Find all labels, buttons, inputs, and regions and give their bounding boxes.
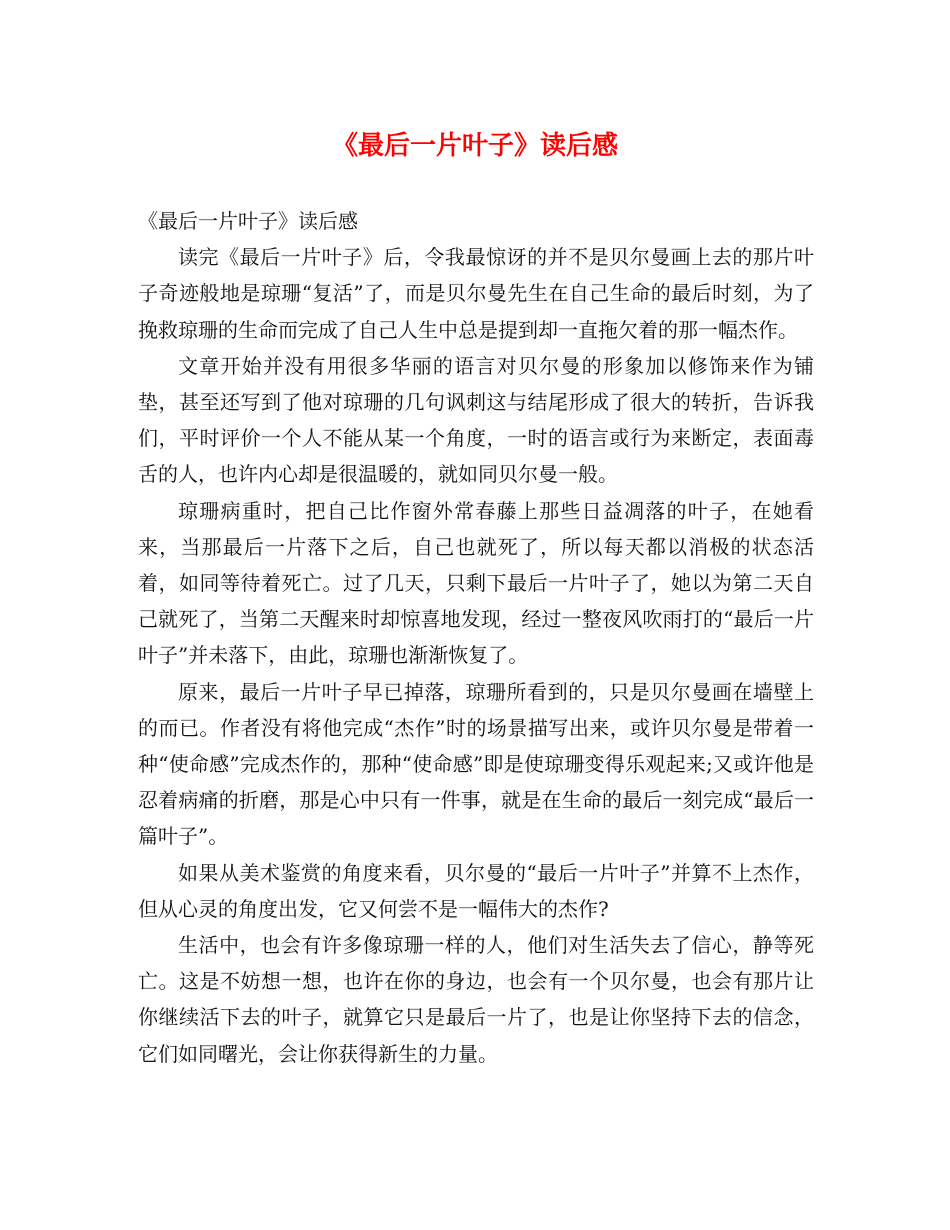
body-paragraph: 如果从美术鉴赏的角度来看，贝尔曼的“最后一片叶子”并算不上杰作，但从心灵的角度出发，它又何尝不是一幅伟大的杰作? [138, 860, 814, 921]
subtitle-paragraph: 《最后一片叶子》读后感 [138, 209, 358, 233]
body-paragraph: 生活中，也会有许多像琼珊一样的人，他们对生活失去了信心，静等死亡。这是不妨想一想，也许在你的身边，也会有一个贝尔曼，也会有那片让你继续活下去的叶子，就算它只是最后一片了，也是让你坚持下去的信念，它们如同曙光，会让你获得新生的力量。 [138, 933, 814, 1066]
document-body [138, 203, 814, 1072]
body-paragraph: 文章开始并没有用很多华丽的语言对贝尔曼的形象加以修饰来作为铺垫，甚至还写到了他对琼珊的几句讽刺这与结尾形成了很大的转折，告诉我们，平时评价一个人不能从某一个角度，一时的语言或行为来断定，表面毒舌的人，也许内心却是很温暖的，就如同贝尔曼一般。 [138, 353, 814, 487]
body-paragraph: 原来，最后一片叶子早已掉落，琼珊所看到的，只是贝尔曼画在墙壁上的而已。作者没有将他完成“杰作”时的场景描写出来，或许贝尔曼是带着一种“使命感”完成杰作的，那种“使命感”即是使琼珊变得乐观起来;又或许他是忍着病痛的折磨，那是心中只有一件事，就是在生命的最后一刻完成“最后一篇叶子”。 [138, 679, 814, 849]
body-paragraph: 琼珊病重时，把自己比作窗外常春藤上那些日益凋落的叶子，在她看来，当那最后一片落下之后，自己也就死了，所以每天都以消极的状态活着，如同等待着死亡。过了几天，只剩下最后一片叶子了，她以为第二天自己就死了，当第二天醒来时却惊喜地发现，经过一整夜风吹雨打的“最后一片叶子”并未落下，由此，琼珊也渐渐恢复了。 [138, 498, 814, 668]
body-paragraph: 读完《最后一片叶子》后，令我最惊讶的并不是贝尔曼画上去的那片叶子奇迹般地是琼珊“复活”了，而是贝尔曼先生在自己生命的最后时刻，为了挽救琼珊的生命而完成了自己人生中总是提到却一直拖欠着的那一幅杰作。 [138, 245, 814, 342]
document-title: 《最后一片叶子》读后感 [331, 131, 618, 161]
